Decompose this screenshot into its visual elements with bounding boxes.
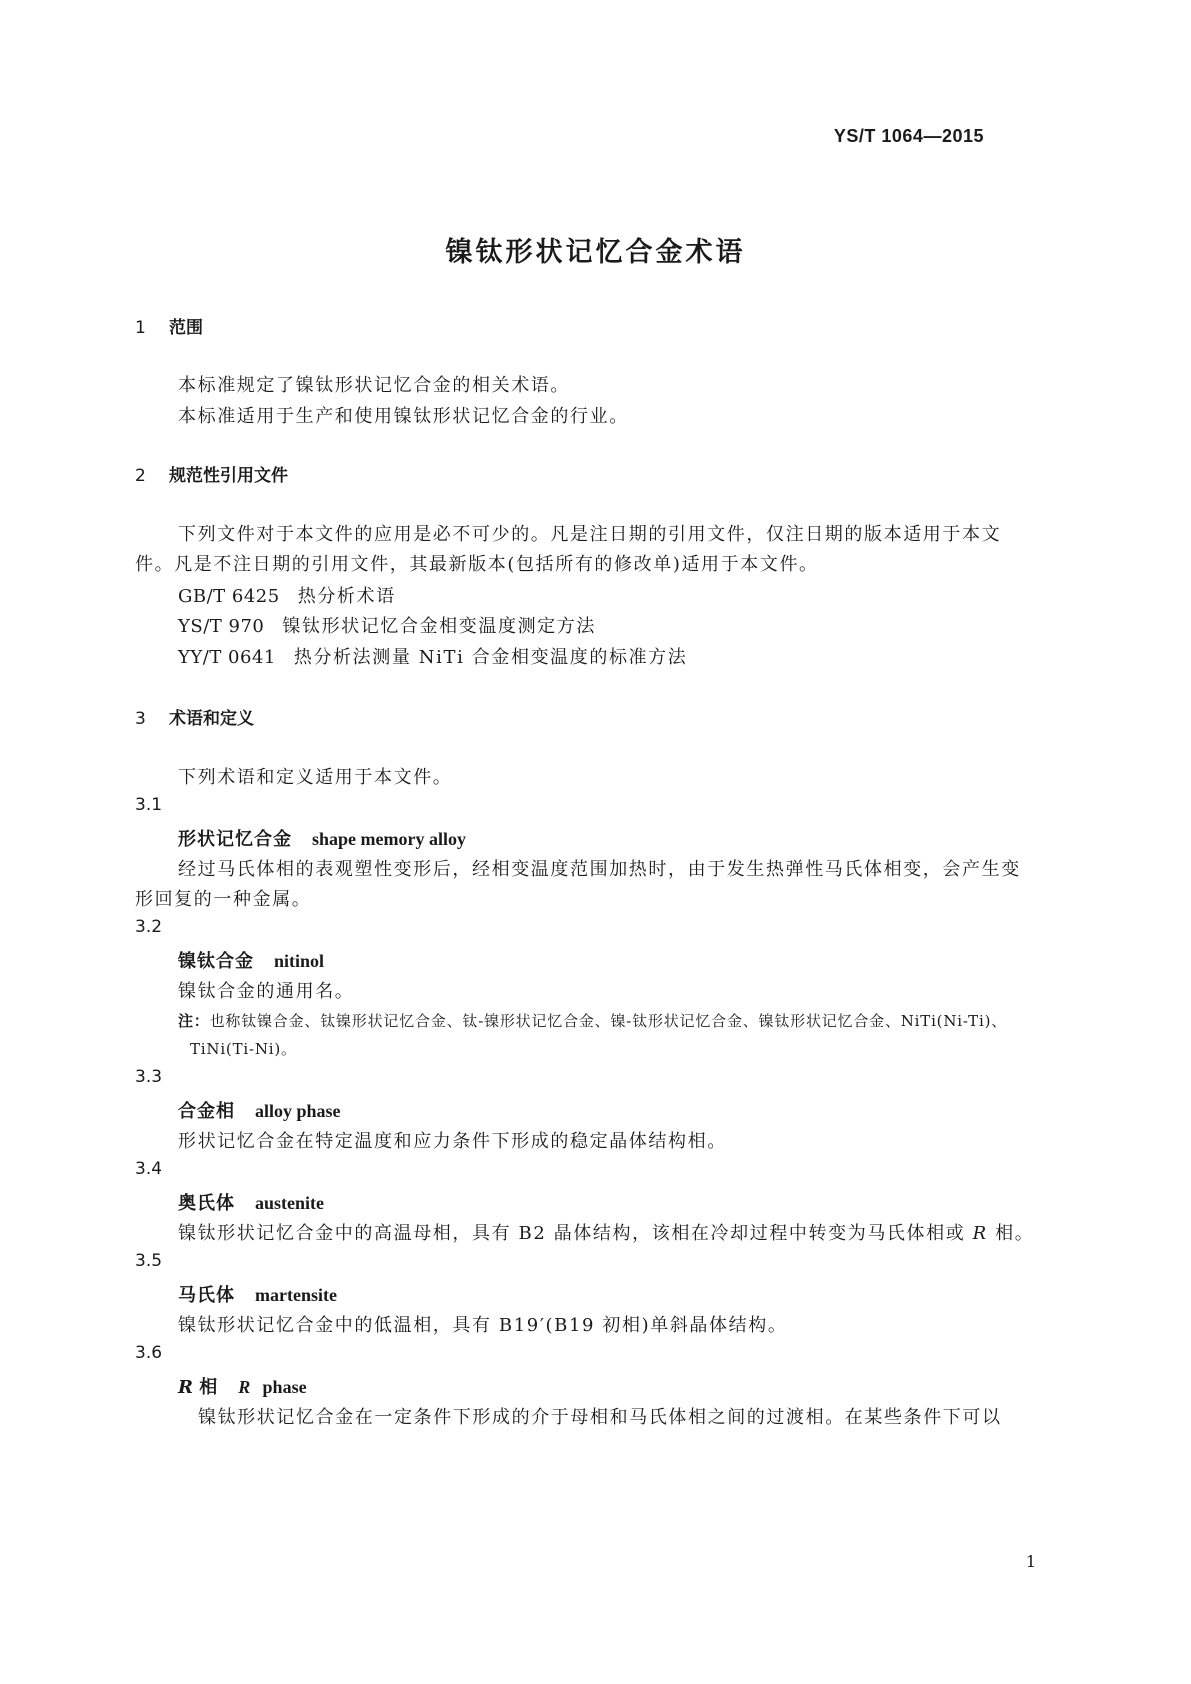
term-en: phase	[262, 1377, 307, 1397]
page-number: 1	[1025, 1552, 1036, 1571]
term-note	[178, 1010, 1007, 1031]
term-note-continuation: TiNi(Ti-Ni)。	[190, 1040, 297, 1058]
paragraph: 本标准规定了镍钛形状记忆合金的相关术语。	[178, 375, 570, 396]
term-definition: 形状记忆合金在特定温度和应力条件下形成的稳定晶体结构相。	[178, 1131, 727, 1152]
paragraph: 下列术语和定义适用于本文件。	[178, 767, 453, 788]
term-definition: 镍钛形状记忆合金在一定条件下形成的介于母相和马氏体相之间的过渡相。在某些条件下可以	[198, 1407, 1002, 1428]
reference-title: 热分析法测量 NiTi 合金相变温度的标准方法	[293, 647, 688, 668]
section-3-heading	[135, 704, 254, 729]
term-en: alloy phase	[255, 1101, 341, 1121]
term-zh: 相	[199, 1377, 219, 1398]
reference-item	[178, 582, 396, 608]
term-heading	[178, 947, 324, 973]
term-heading	[178, 1373, 307, 1399]
term-definition: 经过马氏体相的表观塑性变形后，经相变温度范围加热时，由于发生热弹性马氏体相变，会产生变	[178, 859, 1021, 880]
term-definition	[178, 1219, 1034, 1245]
section-title: 范围	[169, 318, 203, 338]
term-zh: 形状记忆合金	[178, 829, 292, 850]
term-zh: 马氏体	[178, 1285, 235, 1306]
paragraph: 件。凡是不注日期的引用文件，其最新版本(包括所有的修改单)适用于本文件。	[135, 554, 819, 575]
term-en: martensite	[255, 1285, 337, 1305]
r-phase-symbol: R	[972, 1223, 988, 1244]
term-heading	[178, 1281, 337, 1307]
r-phase-symbol: R	[238, 1377, 251, 1397]
term-number: 3.1	[135, 795, 163, 815]
r-phase-symbol: R	[178, 1377, 193, 1398]
reference-title: 镍钛形状记忆合金相变温度测定方法	[282, 616, 596, 637]
note-label: 注：	[178, 1012, 210, 1030]
term-number: 3.3	[135, 1067, 163, 1087]
section-1-heading	[135, 313, 203, 338]
paragraph: 下列文件对于本文件的应用是必不可少的。凡是注日期的引用文件，仅注日期的版本适用于本文	[178, 524, 1002, 545]
reference-code: GB/T 6425	[178, 586, 280, 607]
section-title: 术语和定义	[169, 709, 254, 729]
term-definition: 镍钛形状记忆合金中的低温相，具有 B19′(B19 初相)单斜晶体结构。	[178, 1315, 788, 1336]
paragraph: 本标准适用于生产和使用镍钛形状记忆合金的行业。	[178, 406, 629, 427]
reference-item	[178, 612, 596, 638]
definition-text: 相。	[995, 1223, 1035, 1244]
term-definition: 形回复的一种金属。	[135, 889, 312, 910]
term-en: shape memory alloy	[312, 829, 466, 849]
term-zh: 奥氏体	[178, 1193, 235, 1214]
section-number: 3	[135, 709, 146, 729]
document-title: 镍钛形状记忆合金术语	[445, 237, 746, 268]
term-number: 3.6	[135, 1343, 163, 1363]
section-number: 1	[135, 318, 146, 338]
term-heading	[178, 1097, 341, 1123]
term-zh: 合金相	[178, 1101, 235, 1122]
definition-text: 镍钛形状记忆合金中的高温母相，具有 B2 晶体结构，该相在冷却过程中转变为马氏体相或	[178, 1223, 966, 1244]
term-number: 3.5	[135, 1251, 163, 1271]
section-number: 2	[135, 466, 146, 486]
term-number: 3.2	[135, 917, 163, 937]
section-2-heading	[135, 461, 288, 486]
section-title: 规范性引用文件	[169, 466, 288, 486]
standard-code: YS/T 1064—2015	[833, 126, 984, 146]
term-definition: 镍钛合金的通用名。	[178, 981, 355, 1002]
term-en: austenite	[255, 1193, 324, 1213]
term-heading	[178, 825, 466, 851]
term-en: nitinol	[274, 951, 325, 971]
note-text: 也称钛镍合金、钛镍形状记忆合金、钛-镍形状记忆合金、镍-钛形状记忆合金、镍钛形状记忆合金、NiTi(Ni-Ti)、	[209, 1012, 1008, 1030]
term-number: 3.4	[135, 1159, 163, 1179]
term-heading	[178, 1189, 324, 1215]
reference-code: YS/T 970	[178, 616, 265, 637]
reference-code: YY/T 0641	[178, 647, 276, 668]
term-zh: 镍钛合金	[178, 951, 254, 972]
reference-title: 热分析术语	[297, 586, 396, 607]
reference-item	[178, 643, 687, 669]
